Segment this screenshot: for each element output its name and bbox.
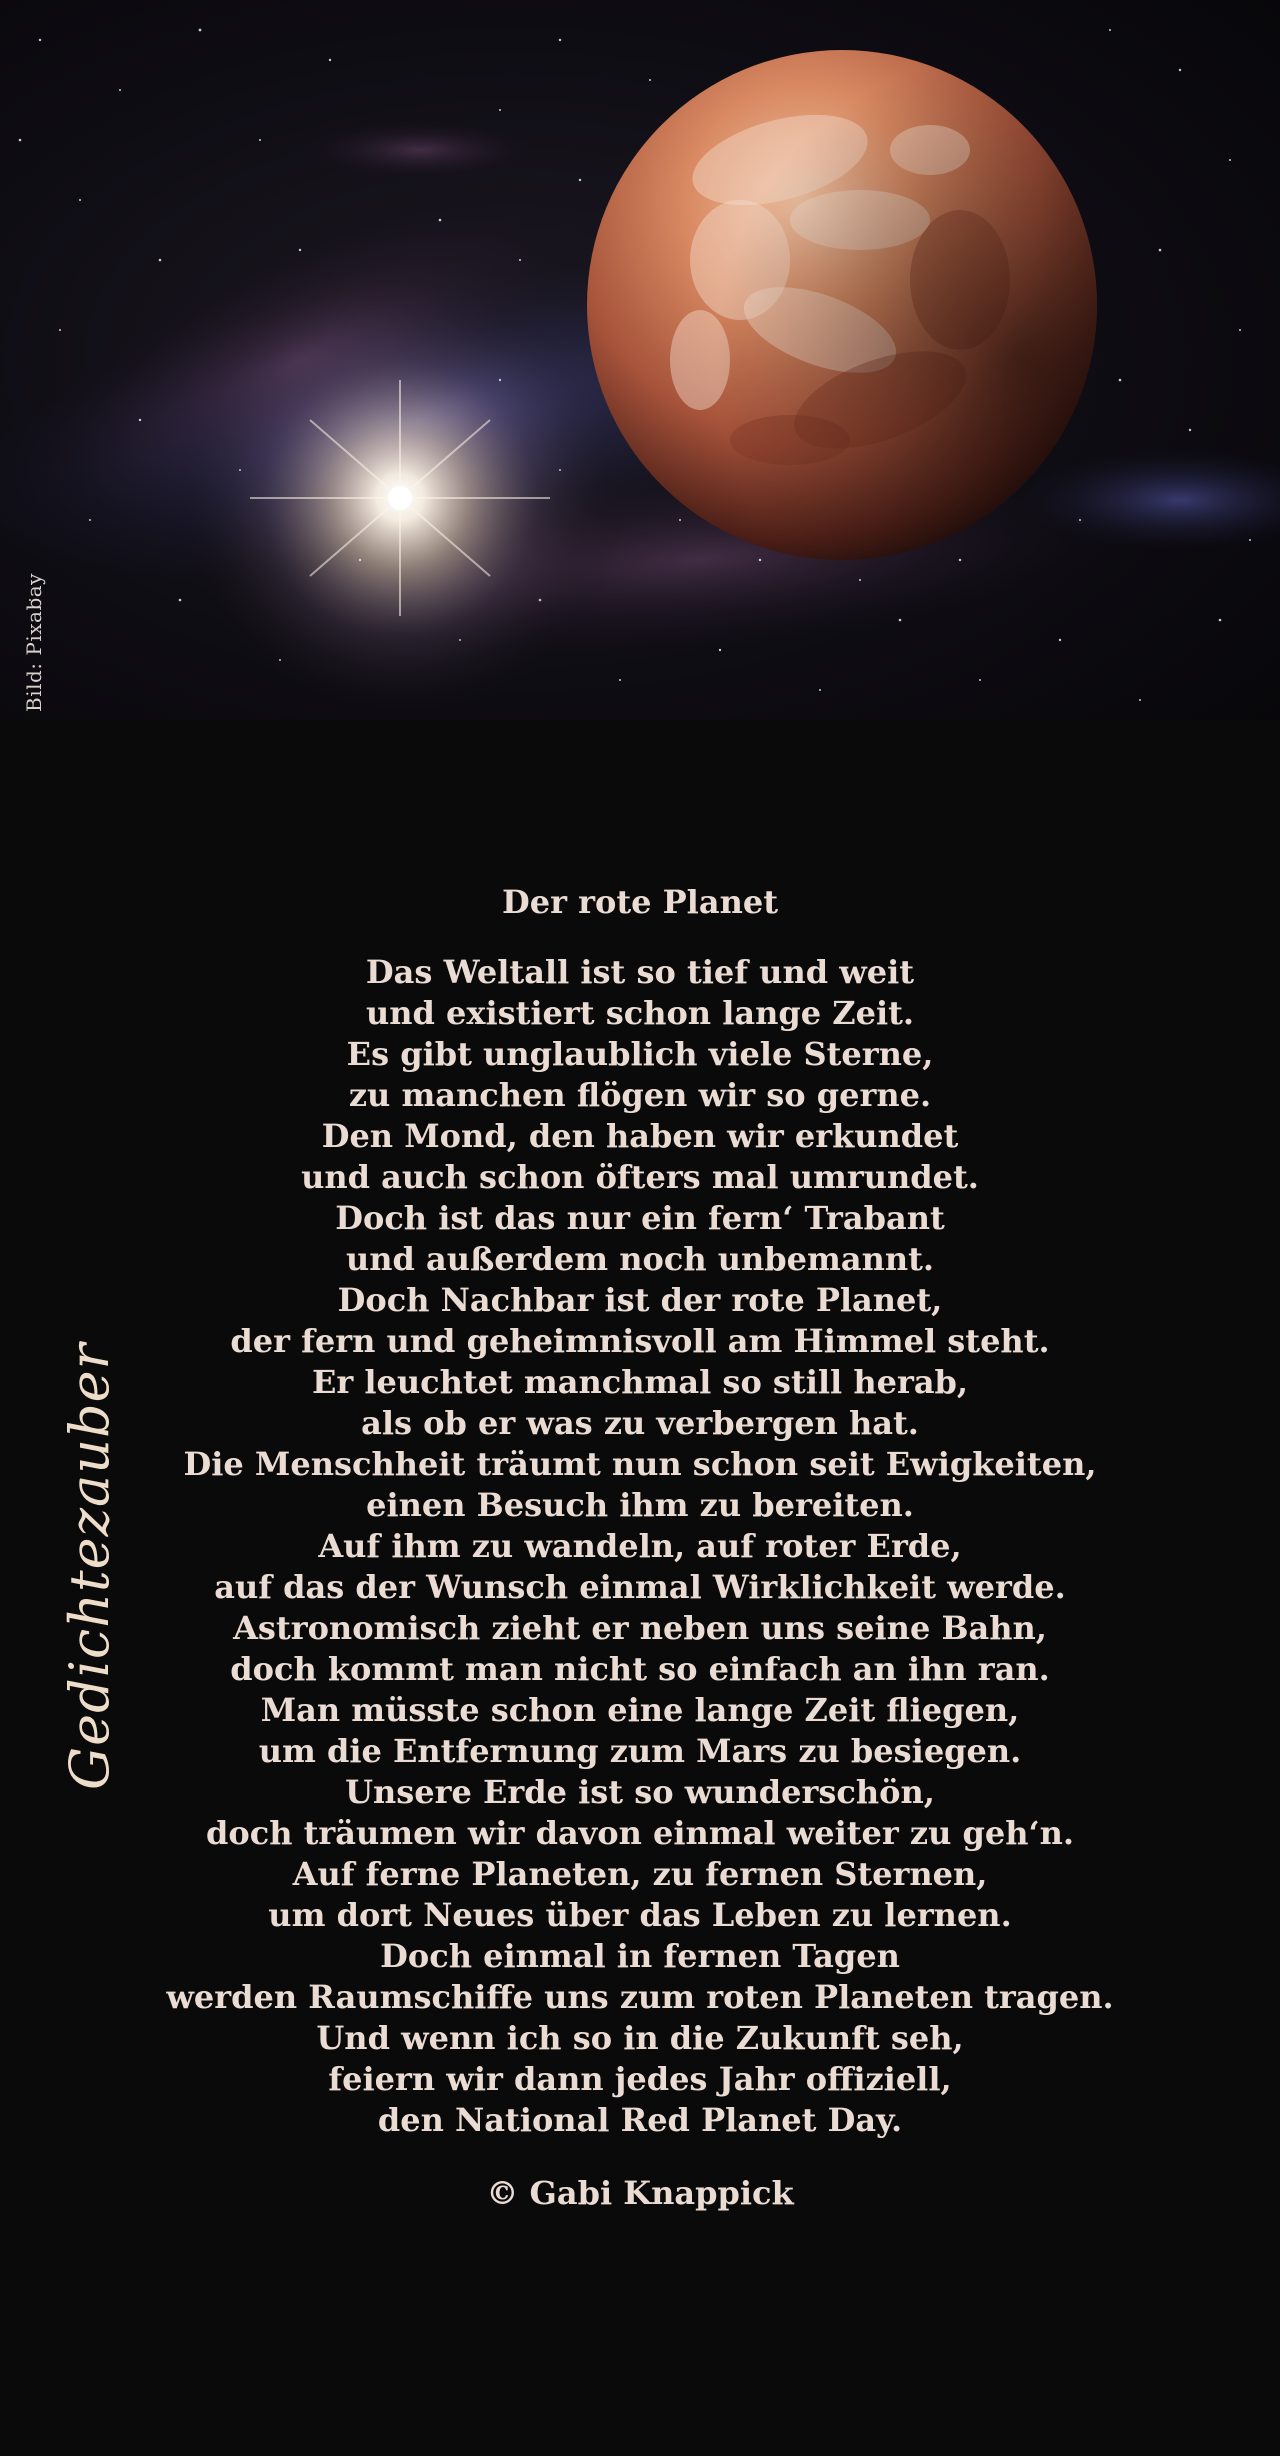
signature-watermark: Gedichtezauber	[58, 1342, 121, 1790]
verse-line: Doch ist das nur ein fern‘ Trabant	[335, 1199, 945, 1237]
verse-line: und außerdem noch unbemannt.	[345, 1240, 935, 1278]
verse-line: Unsere Erde ist so wunderschön,	[345, 1773, 935, 1811]
poem-verse	[0, 952, 1280, 2141]
verse-line: auf das der Wunsch einmal Wirklichkeit werde.	[214, 1568, 1066, 1606]
verse-line: Es gibt unglaublich viele Sterne,	[346, 1035, 934, 1073]
poem-title: Der rote Planet	[502, 883, 778, 921]
space-scene-svg	[0, 0, 1280, 720]
verse-line: werden Raumschiffe uns zum roten Planeten tragen.	[166, 1978, 1114, 2016]
verse-line: Die Menschheit träumt nun schon seit Ewigkeiten,	[183, 1445, 1097, 1483]
verse-line: Und wenn ich so in die Zukunft seh,	[316, 2019, 964, 2057]
verse-line: Auf ferne Planeten, zu fernen Sternen,	[292, 1855, 988, 1893]
verse-line: als ob er was zu verbergen hat.	[361, 1404, 919, 1442]
image-credit: Bild: Pixabay	[22, 573, 46, 712]
verse-line: und existiert schon lange Zeit.	[365, 994, 915, 1032]
verse-line: Auf ihm zu wandeln, auf roter Erde,	[318, 1527, 962, 1565]
copyright-author: © Gabi Knappick	[486, 2174, 794, 2212]
verse-line: Doch Nachbar ist der rote Planet,	[337, 1281, 943, 1319]
verse-line: doch kommt man nicht so einfach an ihn ran.	[230, 1650, 1050, 1688]
verse-line: Das Weltall ist so tief und weit	[365, 953, 915, 991]
verse-line: um dort Neues über das Leben zu lernen.	[268, 1896, 1012, 1934]
verse-line: und auch schon öfters mal umrundet.	[301, 1158, 979, 1196]
verse-line: um die Entfernung zum Mars zu besiegen.	[258, 1732, 1022, 1770]
verse-line: feiern wir dann jedes Jahr offiziell,	[328, 2060, 952, 2098]
verse-line: zu manchen flögen wir so gerne.	[348, 1076, 932, 1114]
space-illustration	[0, 0, 1280, 720]
verse-line: der fern und geheimnisvoll am Himmel steht.	[230, 1322, 1050, 1360]
verse-line: Astronomisch zieht er neben uns seine Bahn,	[233, 1609, 1047, 1647]
verse-line: Er leuchtet manchmal so still herab,	[311, 1363, 969, 1401]
verse-line: Man müsste schon eine lange Zeit fliegen,	[260, 1691, 1020, 1729]
verse-line: den National Red Planet Day.	[377, 2101, 903, 2139]
verse-line: Doch einmal in fernen Tagen	[380, 1937, 900, 1975]
verse-line: doch träumen wir davon einmal weiter zu geh‘n.	[205, 1814, 1075, 1852]
poem-block	[0, 872, 1280, 2223]
verse-line: einen Besuch ihm zu bereiten.	[366, 1486, 914, 1524]
verse-line: Den Mond, den haben wir erkundet	[321, 1117, 959, 1155]
